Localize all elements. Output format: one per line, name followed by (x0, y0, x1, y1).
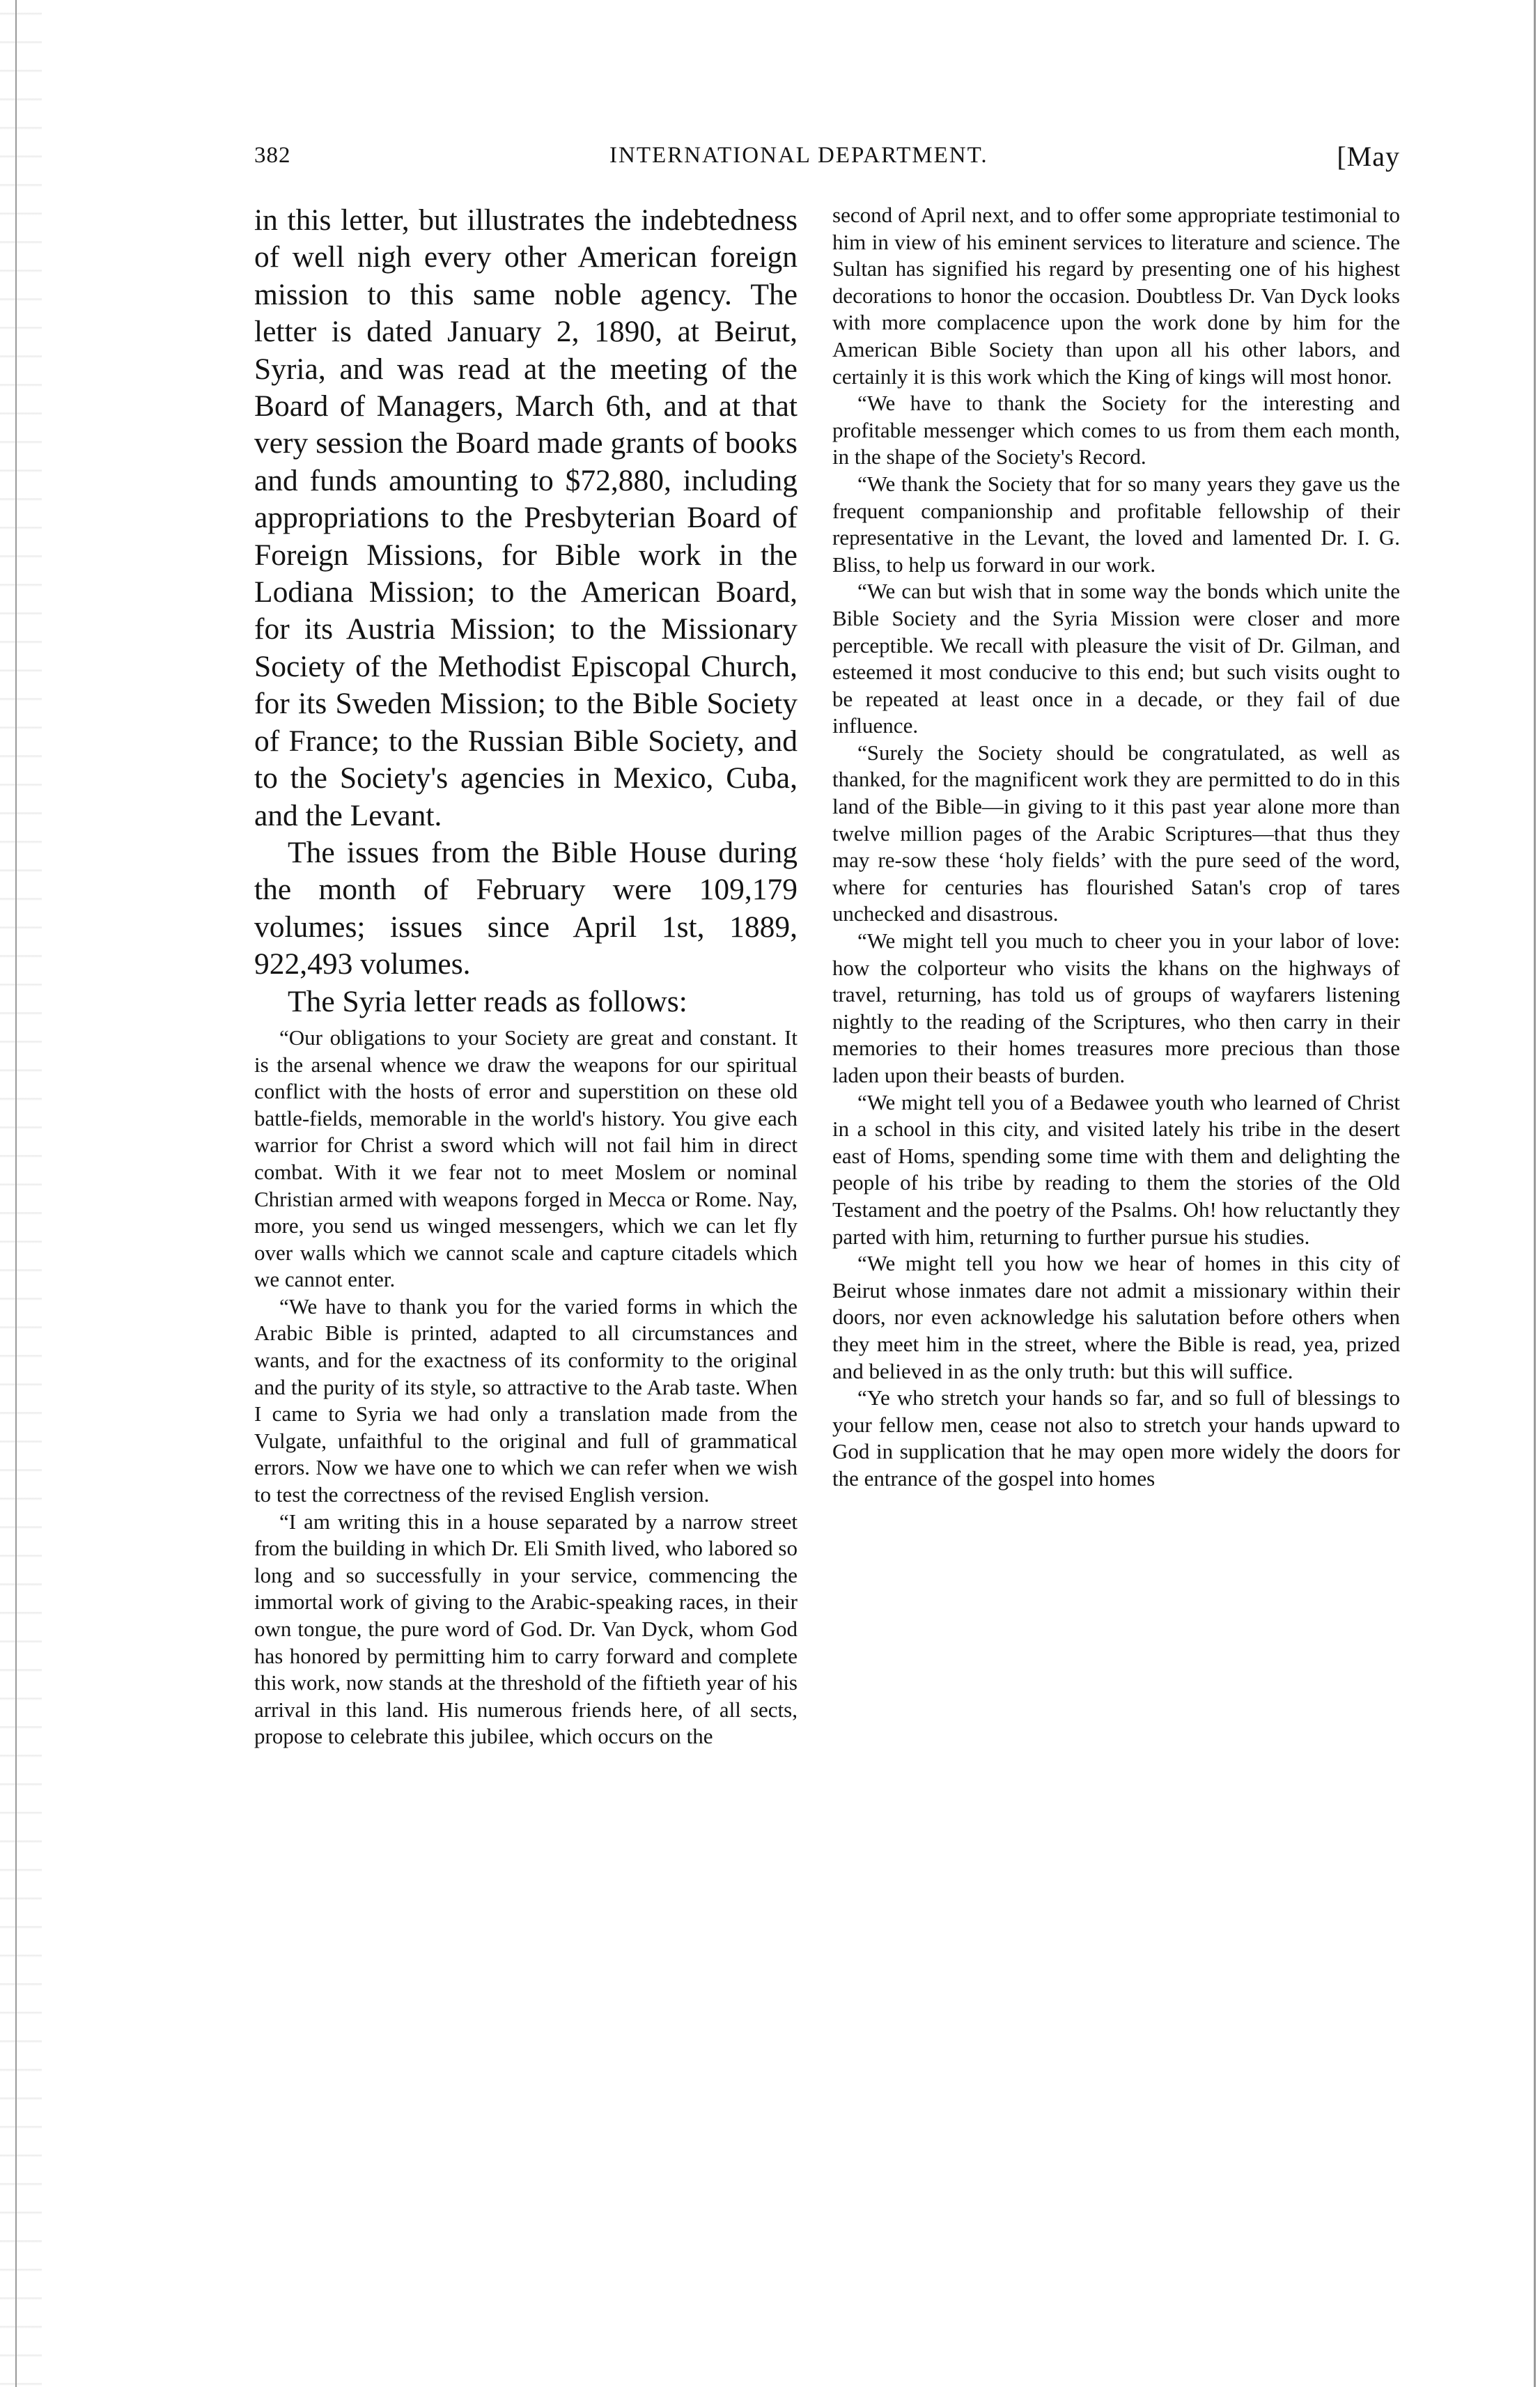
running-head (254, 143, 1400, 185)
left-paragraph-4: “Our obligations to your Society are great and constant. It is the arsenal whence we draw the weapons for our spiritual conflict with the hosts of error and superstition on these old battle-fields, memorable in the world's history. You give each warrior for Christ a sword which will not fail him in direct combat. With it we fear not to meet Moslem or nominal Christian armed with weapons forged in Mecca or Rome. Nay, more, you send us winged messengers, which we can let fly over walls which we cannot scale and capture citadels which we cannot enter. (254, 1025, 798, 1292)
issue-month: [May (1337, 141, 1400, 172)
right-paragraph-4: “We can but wish that in some way the bonds which unite the Bible Society and the Syria Mission were closer and more perceptible. We recall with pleasure the visit of Dr. Gilman, and esteemed it most conducive to this end; but such visits ought to be repeated at least once in a decade, or they fail of due influence. (832, 579, 1400, 738)
section-title: INTERNATIONAL DEPARTMENT. (609, 143, 988, 168)
left-column (254, 202, 798, 1750)
right-paragraph-7: “We might tell you of a Bedawee youth who learned of Christ in a school in this city, and visited lately his tribe in the desert east of Homs, spending some time with them and delighting the people of his tribe by reading to them the stories of the Old Testament and the poetry of the Psalms. Oh! how reluctantly they parted with him, returning to further pursue his studies. (832, 1089, 1400, 1249)
page-edge-line (1534, 0, 1536, 2387)
left-paragraph-1: in this letter, but illustrates the indebtedness of well nigh every other American foreign mission to this same noble agency. The letter is dated January 2, 1890, at Beirut, Syria, and was read at the meeting of the Board of Managers, March 6th, and at that very session the Board made grants of books and funds amounting to $72,880, including appropriations to the Presbyterian Board of Foreign Missions, for Bible work in the Lodiana Mission; to the American Board, for its Austria Mission; to the Missionary Society of the Methodist Episcopal Church, for its Sweden Mission; to the Bible Society of France; to the Russian Bible Society, and to the Society's agencies in Mexico, Cuba, and the Levant. (254, 203, 798, 832)
binding-gutter-line (15, 0, 17, 2387)
right-paragraph-9: “Ye who stretch your hands so far, and so full of blessings to your fellow men, cease not also to stretch your hands upward to God in supplication that he may open more widely the doors for the entrance of the gospel into homes (832, 1385, 1400, 1491)
right-paragraph-8: “We might tell you how we hear of homes in this city of Beirut whose inmates dare not admit a missionary within their doors, nor even acknowledge his salutation before others when they meet him in the street, where the Bible is read, yea, prized and believed in as the only truth: but this will suffice. (832, 1251, 1400, 1383)
right-paragraph-2: “We have to thank the Society for the interesting and profitable messenger which comes to us from them each month, in the shape of the Society's Record. (832, 391, 1400, 469)
right-paragraph-3: “We thank the Society that for so many years they gave us the frequent companionship and profitable fellowship of their representative in the Levant, the loved and lamented Dr. I. G. Bliss, to help us forward in our work. (832, 471, 1400, 577)
left-paragraph-3: The Syria letter reads as follows: (288, 984, 687, 1018)
right-paragraph-6: “We might tell you much to cheer you in your labor of love: how the colporteur who visits the khans on the highways of travel, returning, has told us of groups of wayfarers listening nightly to the reading of the Scriptures, who then carry in their memories to their homes treasures more precious than those laden upon their beasts of burden. (832, 928, 1400, 1087)
right-paragraph-1: second of April next, and to offer some appropriate testimonial to him in view of his eminent services to literature and science. The Sultan has signified his regard by presenting one of his highest decorations to honor the occasion. Doubtless Dr. Van Dyck looks with more complacence upon the work done by him for the American Bible Society than upon all his other labors, and certainly it is this work which the King of kings will most honor. (832, 203, 1400, 389)
left-paragraph-6: “I am writing this in a house separated by a narrow street from the building in which Dr. Eli Smith lived, who labored so long and so successfully in your service, commencing the immortal work of giving to the Arabic-speaking races, in their own tongue, the pure word of God. Dr. Van Dyck, whom God has honored by permitting him to carry forward and complete this work, now stands at the threshold of the fiftieth year of his arrival in this land. His numerous friends here, of all sects, propose to celebrate this jubilee, which occurs on the (254, 1509, 798, 1749)
page-number: 382 (254, 143, 291, 168)
left-paragraph-5: “We have to thank you for the varied forms in which the Arabic Bible is printed, adapted to all circumstances and wants, and for the exactness of its conformity to the original and the purity of its style, so attractive to the Arab taste. When I came to Syria we had only a translation made from the Vulgate, unfaithful to the original and full of grammatical errors. Now we have one to which we can refer when we wish to test the correctness of the revised English version. (254, 1293, 798, 1507)
binding-gutter-shadow (0, 0, 42, 2387)
right-column (832, 202, 1400, 1493)
right-paragraph-5: “Surely the Society should be congratulated, as well as thanked, for the magnificent work they are permitted to do in this land of the Bible—in giving to it this past year alone more than twelve million pages of the Arabic Scriptures—that thus they may re-sow these ‘holy fields’ with the pure seed of the word, where for centuries has flourished Satan's crop of tares unchecked and disastrous. (832, 740, 1400, 926)
left-paragraph-2: The issues from the Bible House during the month of February were 109,179 volumes; issues since April 1st, 1889, 922,493 volumes. (254, 835, 798, 981)
